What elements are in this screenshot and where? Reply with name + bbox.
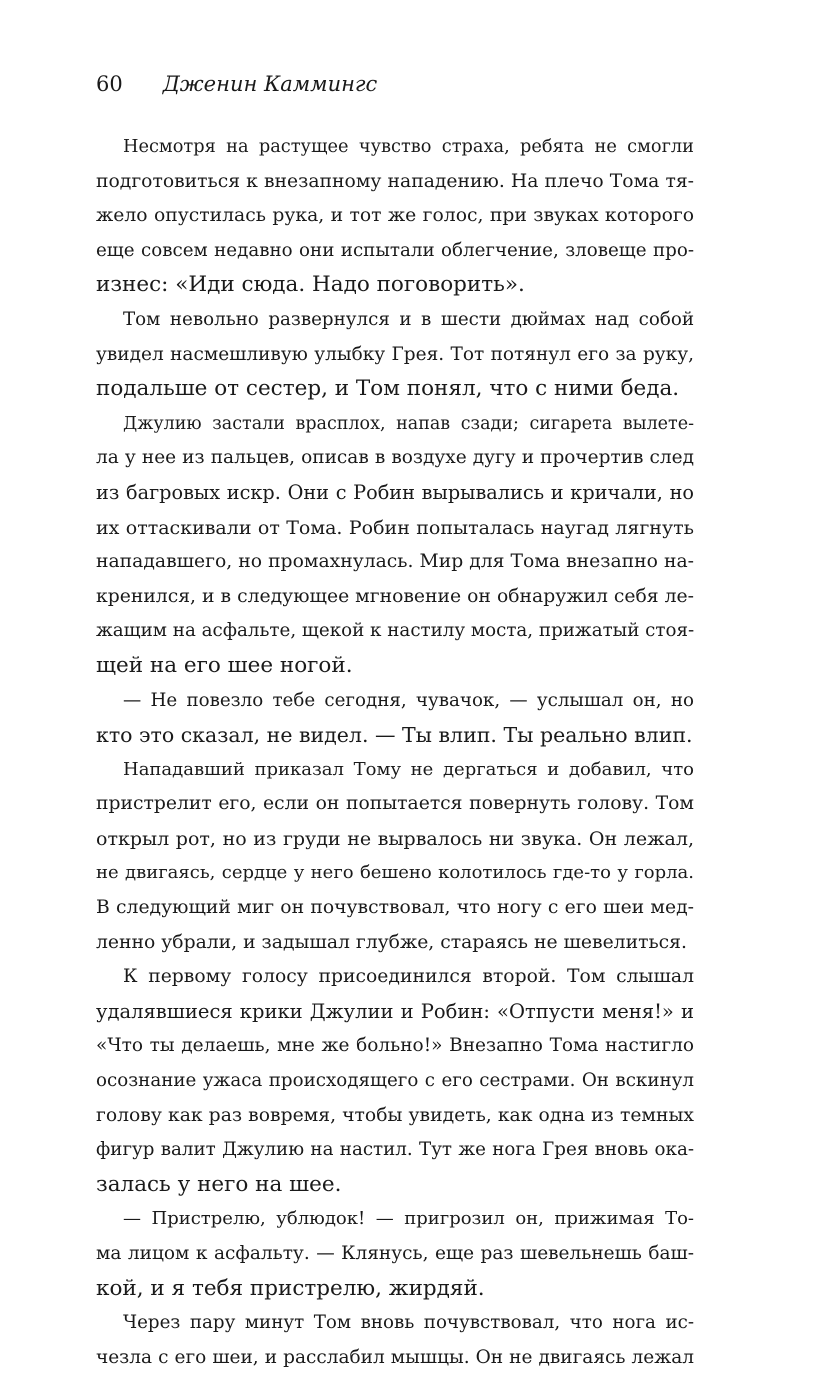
text-line: К первому голосу присоединился второй. Том слышал bbox=[123, 966, 694, 988]
text-line: изнес: «Иди сюда. Надо поговорить». bbox=[96, 272, 525, 298]
text-line: фигур валит Джулию на настил. Тут же нога Грея вновь ока- bbox=[96, 1139, 694, 1161]
page-number: 60 bbox=[96, 72, 123, 96]
text-line: кто это сказал, не видел. — Ты влип. Ты реально влип. bbox=[96, 723, 693, 748]
text-line: щей на его шее ногой. bbox=[96, 652, 353, 678]
text-line: В следующий миг он почувствовал, что ногу с его шеи мед- bbox=[96, 897, 694, 919]
text-line: кой, и я тебя пристрелю, жирдяй. bbox=[96, 1275, 485, 1301]
text-line: Нападавший приказал Тому не дергаться и добавил, что bbox=[123, 758, 694, 780]
text-line: ленно убрали, и задышал глубже, стараясь не шевелиться. bbox=[96, 931, 687, 953]
text-line: открыл рот, но из груди не вырвалось ни звука. Он лежал, bbox=[96, 827, 694, 850]
text-line: их оттаскивали от Тома. Робин попыталась наугад лягнуть bbox=[96, 516, 694, 539]
text-line: пристрелит его, если он попытается повернуть голову. Том bbox=[96, 793, 694, 815]
text-line: подготовиться к внезапному нападению. На плечо Тома тя- bbox=[96, 170, 694, 192]
text-line: удалявшиеся крики Джулии и Робин: «Отпусти меня!» и bbox=[96, 999, 694, 1023]
text-line: увидел насмешливую улыбку Грея. Тот потянул его за руку, bbox=[96, 343, 694, 365]
text-line: подальше от сестер, и Том понял, что с ними беда. bbox=[96, 376, 680, 402]
text-line: ма лицом к асфальту. — Клянусь, еще раз шевельнешь баш- bbox=[96, 1243, 694, 1264]
text-line: еще совсем недавно они испытали облегчение, зловеще про- bbox=[96, 239, 694, 261]
text-line: Джулию застали врасплох, напав сзади; сигарета вылете- bbox=[123, 413, 694, 434]
running-header bbox=[96, 70, 377, 98]
text-line: залась у него на шее. bbox=[96, 1171, 342, 1197]
text-line: «Что ты делаешь, мне же больно!» Внезапно Тома настигло bbox=[96, 1035, 694, 1057]
running-head-author: Дженин Каммингс bbox=[162, 72, 378, 96]
body-text bbox=[96, 130, 694, 1375]
text-line: голову как раз вовремя, чтобы увидеть, как одна из темных bbox=[96, 1104, 694, 1126]
text-line: чезла с его шеи, и расслабил мышцы. Он не двигаясь лежал bbox=[96, 1346, 694, 1368]
text-line: Том невольно развернулся и в шести дюймах над собой bbox=[123, 308, 694, 330]
text-line: — Не повезло тебе сегодня, чувачок, — услышал он, но bbox=[123, 689, 694, 711]
text-line: ла у нее из пальцев, описав в воздухе дугу и прочертив след bbox=[96, 447, 694, 469]
text-line: осознание ужаса происходящего с его сестрами. Он вскинул bbox=[96, 1070, 694, 1092]
text-line: Несмотря на растущее чувство страха, ребята не смогли bbox=[123, 137, 694, 157]
text-line: кренился, и в следующее мгновение он обнаружил себя ле- bbox=[96, 585, 694, 607]
text-line: нападавшего, но промахнулась. Мир для Тома внезапно на- bbox=[96, 551, 694, 573]
text-line: не двигаясь, сердце у него бешено колотилось где-то у горла. bbox=[96, 862, 694, 884]
text-line: Через пару минут Том вновь почувствовал, что нога ис- bbox=[123, 1312, 694, 1334]
text-line: из багровых искр. Они с Робин вырывались и кричали, но bbox=[96, 480, 694, 504]
text-line: жело опустилась рука, и тот же голос, при звуках которого bbox=[96, 205, 694, 227]
text-line: — Пристрелю, ублюдок! — пригрозил он, прижимая То- bbox=[123, 1208, 694, 1230]
text-line: жащим на асфальте, щекой к настилу моста, прижатый стоя- bbox=[96, 620, 695, 642]
